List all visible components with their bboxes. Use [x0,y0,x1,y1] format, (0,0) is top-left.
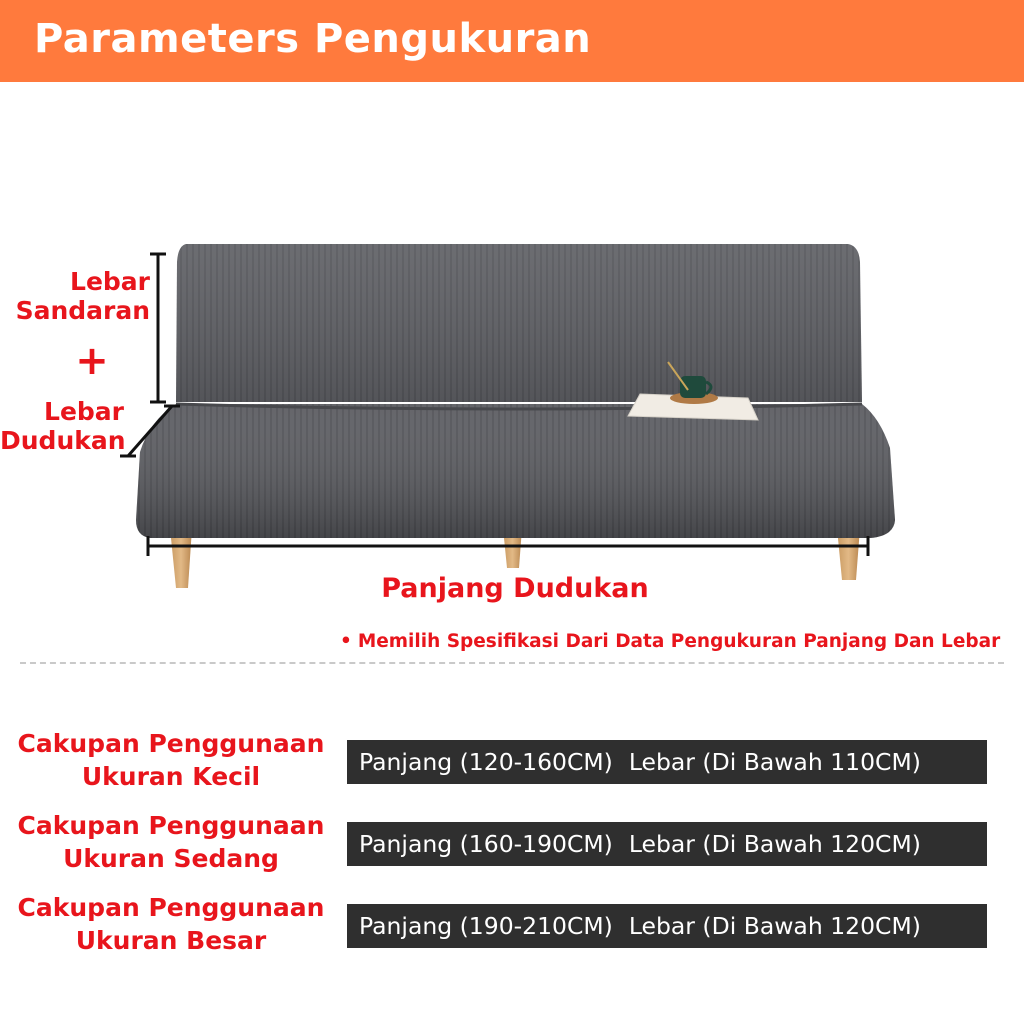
backrest-measure-line [150,254,166,402]
size-label [0,892,342,957]
size-width: Lebar (Di Bawah 110CM) [628,748,921,776]
seat-label-line2: Dudukan [0,425,126,455]
cup-decor [680,376,706,398]
size-spec-box [347,904,987,948]
size-row-large [0,892,1024,962]
size-label-line1: Cakupan Penggunaan [17,729,325,758]
size-label-line2: Ukuran Besar [75,925,267,955]
size-label [0,728,342,793]
size-width: Lebar (Di Bawah 120CM) [628,912,921,940]
size-label-line1: Cakupan Penggunaan [17,893,325,922]
size-label-line2: Ukuran Kecil [81,761,261,791]
backrest-label-line1: Lebar [70,267,150,296]
page-title: Parameters Pengukuran [34,16,592,62]
selection-note [340,631,1000,652]
size-label-line1: Cakupan Penggunaan [17,811,325,840]
seat-length-label: Panjang Dudukan [381,573,649,604]
seat-label-line1: Lebar [44,397,124,426]
plus-sign: + [75,338,109,384]
dashed-divider [20,662,1004,664]
size-spec-box [347,740,987,784]
size-length: Panjang (120-160CM) [359,748,613,776]
note-bullet: • [340,631,352,652]
size-label-line2: Ukuran Sedang [63,843,279,873]
size-row-medium [0,810,1024,880]
backrest-width-label [0,268,150,326]
size-length: Panjang (190-210CM) [359,912,613,940]
size-row-small [0,728,1024,798]
size-spec-box [347,822,987,866]
size-label [0,810,342,875]
size-width: Lebar (Di Bawah 120CM) [628,830,921,858]
note-text: Memilih Spesifikasi Dari Data Pengukuran Panjang Dan Lebar [357,631,1001,652]
size-length: Panjang (160-190CM) [359,830,613,858]
backrest-label-line2: Sandaran [15,295,150,325]
seat-width-label [0,398,124,456]
